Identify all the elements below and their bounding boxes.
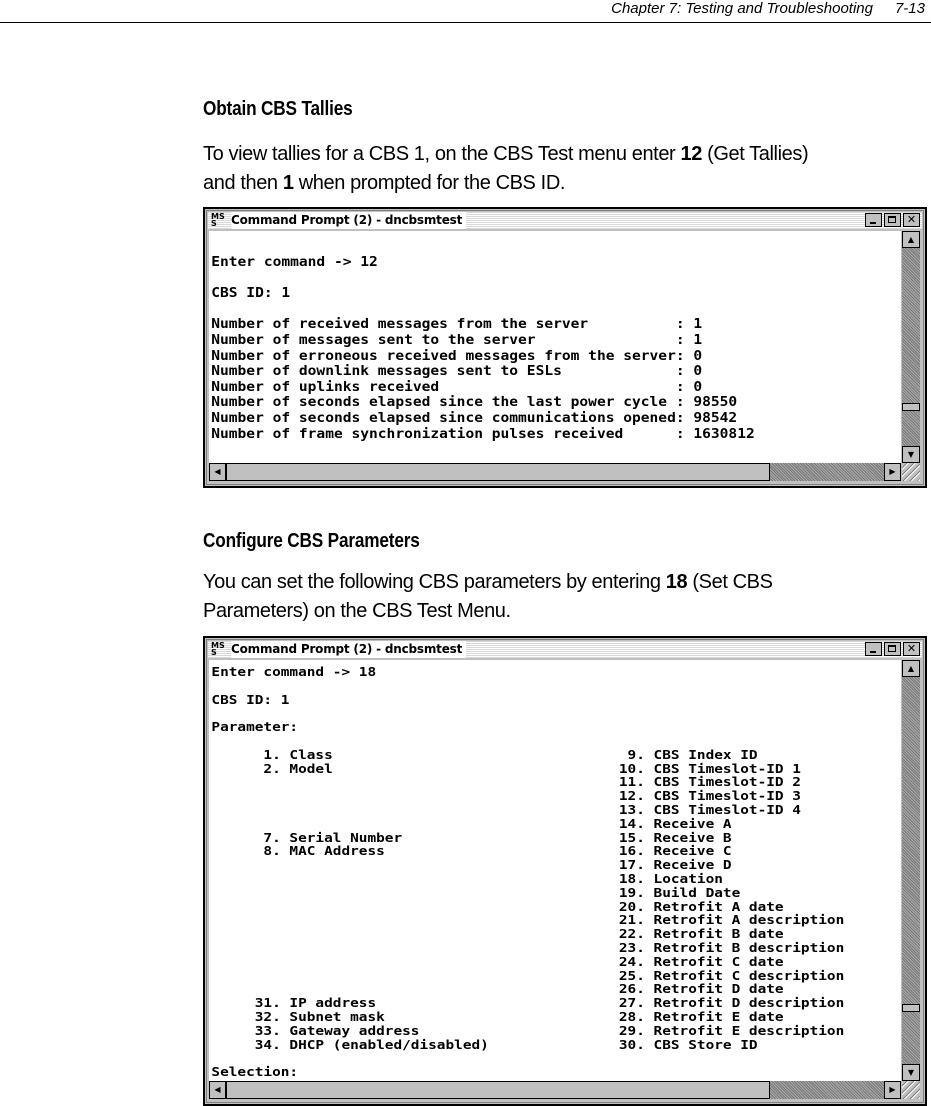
scroll-up-button[interactable]: ▲ bbox=[902, 231, 920, 248]
icon-text: S bbox=[211, 648, 217, 657]
close-button[interactable]: ✕ bbox=[903, 642, 920, 656]
title-bar[interactable] bbox=[208, 641, 922, 658]
text-run: and then bbox=[203, 172, 283, 194]
scroll-thumb[interactable] bbox=[902, 403, 920, 411]
minimize-button[interactable] bbox=[865, 213, 882, 227]
scroll-left-button[interactable]: ◀ bbox=[209, 1081, 226, 1099]
maximize-button[interactable] bbox=[884, 642, 901, 656]
section-heading-parameters: Configure CBS Parameters bbox=[203, 530, 420, 552]
section-heading-tallies: Obtain CBS Tallies bbox=[203, 98, 353, 120]
window-controls bbox=[865, 642, 920, 656]
running-head-chapter: Chapter 7: Testing and Troubleshooting bbox=[611, 0, 873, 17]
page-number: 7-13 bbox=[894, 0, 925, 17]
text-run: You can set the following CBS parameters by entering bbox=[203, 571, 666, 593]
horizontal-scroll-thumb[interactable] bbox=[226, 463, 770, 481]
tallies-paragraph bbox=[203, 140, 928, 198]
horizontal-scrollbar[interactable] bbox=[209, 463, 901, 481]
text-run: To view tallies for a CBS 1, on the CBS Test menu enter bbox=[203, 143, 681, 165]
window-title: Command Prompt (2) - dncbsmtest bbox=[231, 212, 466, 229]
menu-number-18: 18 bbox=[665, 571, 688, 593]
resize-grip[interactable] bbox=[902, 463, 920, 481]
scroll-right-button[interactable]: ▶ bbox=[884, 1081, 901, 1099]
parameters-paragraph bbox=[203, 568, 928, 626]
resize-grip[interactable] bbox=[902, 1081, 920, 1099]
horizontal-scrollbar[interactable] bbox=[209, 1081, 901, 1099]
vertical-scrollbar[interactable] bbox=[902, 231, 920, 463]
minimize-button[interactable] bbox=[865, 642, 882, 656]
text-run: (Set CBS bbox=[687, 571, 773, 593]
icon-text: S bbox=[211, 219, 217, 228]
command-prompt-window-parameters bbox=[203, 636, 927, 1106]
menu-number-12: 12 bbox=[680, 143, 702, 165]
console-output[interactable] bbox=[209, 231, 901, 463]
horizontal-scroll-thumb[interactable] bbox=[226, 1081, 770, 1099]
scroll-thumb[interactable] bbox=[902, 1004, 920, 1012]
scroll-down-button[interactable]: ▼ bbox=[902, 1064, 920, 1081]
icon-text: MS bbox=[211, 641, 225, 650]
command-prompt-window-tallies bbox=[203, 207, 927, 488]
scroll-down-button[interactable]: ▼ bbox=[902, 446, 920, 463]
scroll-right-button[interactable]: ▶ bbox=[884, 463, 901, 481]
cbs-id-number: 1 bbox=[282, 172, 294, 194]
console-output[interactable] bbox=[209, 660, 901, 1081]
scroll-left-button[interactable]: ◀ bbox=[209, 463, 226, 481]
text-run: when prompted for the CBS ID. bbox=[293, 172, 566, 194]
window-title: Command Prompt (2) - dncbsmtest bbox=[231, 641, 466, 658]
msdos-icon[interactable] bbox=[211, 213, 226, 228]
console-text: Enter command -> 18 CBS ID: 1 Parameter: 1. Class 9. CBS Index ID 2. Model 10. CBS Timeslot-ID 1 11. CBS Timeslot-ID 2 12. CBS Timeslot-ID 3 13. CBS Timeslot-ID 4 14. Receive A 7. Serial Number 15. Receive B 8. MAC Address 16. Receive C 17. Receive D 18. Location 19. Build Date 20. Retrofit A date 21. Retrofit A description 22. Retrofit B date 23. Retrofit B description 24. Retrofit C date 25. Retrofit C description 26. Retrofit D date 31. IP address 27. Retrofit D description 32. Subnet mask 28. Retrofit E date 33. Gateway address 29. Retrofit E description 34. DHCP (enabled/disabled) 30. CBS Store ID Selection: bbox=[211, 665, 845, 1080]
msdos-icon[interactable] bbox=[211, 642, 226, 657]
window-controls bbox=[865, 213, 920, 227]
scroll-up-button[interactable]: ▲ bbox=[902, 660, 920, 677]
title-bar[interactable] bbox=[208, 212, 922, 229]
console-text: Enter command -> 12 CBS ID: 1 Number of received messages from the server : 1 Number of messages sent to the server : 1 Number of erroneous received messages from the server: 0 Number of downlink messages sent to ESLs : 0 Number of uplinks received : 0 Number of seconds elapsed since the last power cycle : 98550 Number of seconds elapsed since communications opened: 98542 Number of frame synchronization pulses received : 1630812 bbox=[211, 255, 755, 442]
close-button[interactable]: ✕ bbox=[903, 213, 920, 227]
header-rule bbox=[0, 22, 931, 23]
icon-text: MS bbox=[211, 212, 225, 221]
text-run: (Get Tallies) bbox=[701, 143, 809, 165]
text-run: Parameters) on the CBS Test Menu. bbox=[203, 600, 511, 622]
maximize-button[interactable] bbox=[884, 213, 901, 227]
vertical-scrollbar[interactable] bbox=[902, 660, 920, 1081]
running-head bbox=[611, 0, 925, 17]
